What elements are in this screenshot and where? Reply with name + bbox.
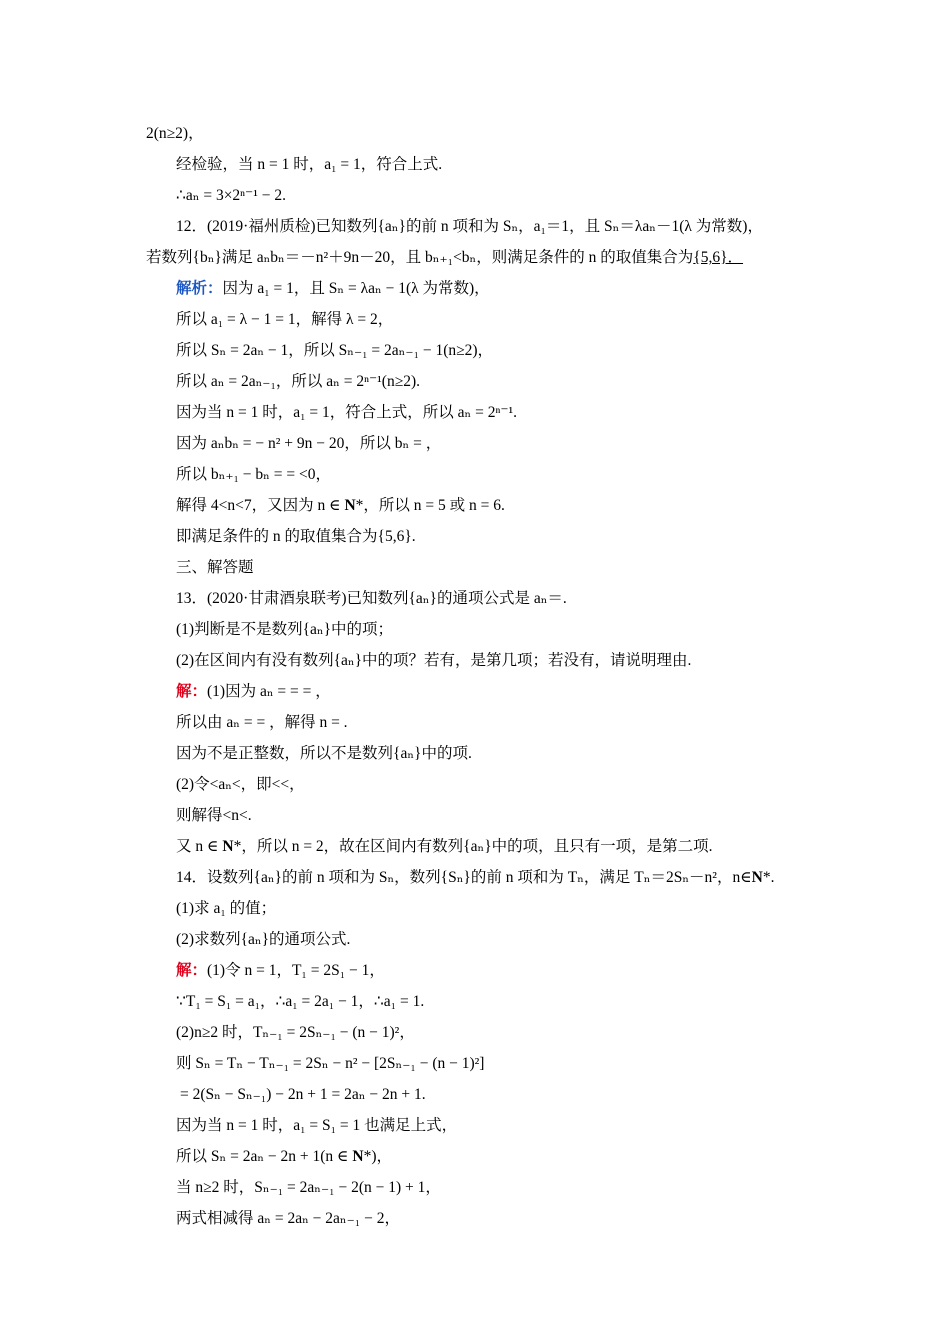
section-heading: 三、解答题 (176, 559, 254, 576)
solution-line: 解得 4<n<7，又因为 n ∈ N*，所以 n = 5 或 n = 6. (176, 497, 505, 514)
solution-line: 解：(1)因为 aₙ = = = ， (176, 683, 331, 700)
problem-14-line: 14．设数列{aₙ}的前 n 项和为 Sₙ，数列{Sₙ}的前 n 项和为 Tₙ，满足 Tₙ＝2Sₙ－n²，n∈N*. (176, 869, 775, 886)
problem-14-line: (1)求 a₁ 的值； (176, 900, 277, 917)
solution-line: 所以 bₙ₊₁ − bₙ = = <0， (176, 466, 331, 483)
solution-line: ∵T₁ = S₁ = a₁，∴a₁ = 2a₁ − 1，∴a₁ = 1. (176, 993, 425, 1010)
text-line: ∴aₙ = 3×2ⁿ⁻¹ − 2. (176, 187, 287, 204)
problem-13-line: (2)在区间内有没有数列{aₙ}中的项？若有，是第几项；若没有，请说明理由. (176, 652, 692, 669)
solution-line: = 2(Sₙ − Sₙ₋₁) − 2n + 1 = 2aₙ − 2n + 1. (180, 1086, 426, 1103)
solution-line: 解：(1)令 n = 1，T₁ = 2S₁ − 1， (176, 962, 385, 979)
jie-label: 解： (176, 683, 208, 700)
solution-line: (2)n≥2 时，Tₙ₋₁ = 2Sₙ₋₁ − (n − 1)²， (176, 1024, 415, 1041)
problem-13-line: (1)判断是不是数列{aₙ}中的项； (176, 621, 394, 638)
solution-line: 则 Sₙ = Tₙ − Tₙ₋₁ = 2Sₙ − n² − [2Sₙ₋₁ − (n − 1)²] (176, 1055, 485, 1072)
solution-line: 所以由 aₙ = = ，解得 n = . (176, 714, 348, 731)
solution-line: 因为当 n = 1 时，a₁ = S₁ = 1 也满足上式， (176, 1117, 458, 1134)
problem-13-line: 13．(2020·甘肃酒泉联考)已知数列{aₙ}的通项公式是 aₙ＝. (176, 590, 567, 607)
solution-line: 两式相减得 aₙ = 2aₙ − 2aₙ₋₁ − 2， (176, 1210, 400, 1227)
solution-line: 所以 a₁ = λ − 1 = 1，解得 λ = 2， (176, 311, 394, 328)
solution-line: 所以 Sₙ = 2aₙ − 1，所以 Sₙ₋₁ = 2aₙ₋₁ − 1(n≥2)， (176, 342, 494, 359)
solution-line: 因为当 n = 1 时，a₁ = 1，符合上式，所以 aₙ = 2ⁿ⁻¹. (176, 404, 518, 421)
solution-line: 因为不是正整数，所以不是数列{aₙ}中的项. (176, 745, 472, 762)
jiexi-label: 解析： (176, 280, 223, 297)
problem-12-line-1: 12．(2019·福州质检)已知数列{aₙ}的前 n 项和为 Sₙ，a₁＝1，且 Sₙ＝λaₙ－1(λ 为常数)， (176, 218, 763, 235)
problem-12-line-2: 若数列{bₙ}满足 aₙbₙ＝－n²＋9n－20，且 bₙ₊₁<bₙ，则满足条件的 n 的取值集合为{5,6}． (146, 249, 744, 266)
solution-line: 则解得<n<. (176, 807, 252, 824)
solution-line: 解析：因为 a₁ = 1，且 Sₙ = λaₙ − 1(λ 为常数)， (176, 280, 490, 297)
problem-14-line: (2)求数列{aₙ}的通项公式. (176, 931, 351, 948)
solution-line: (2)令<aₙ<，即<<， (176, 776, 305, 793)
text-line: 经检验，当 n = 1 时，a₁ = 1，符合上式. (176, 156, 443, 173)
solution-line: 因为 aₙbₙ = − n² + 9n − 20，所以 bₙ = ， (176, 435, 442, 452)
answer-blank: {5,6}． (693, 249, 744, 266)
jie-label: 解： (176, 962, 208, 979)
solution-line: 所以 Sₙ = 2aₙ − 2n + 1(n ∈ N*)， (176, 1148, 393, 1165)
solution-line: 又 n ∈ N*，所以 n = 2，故在区间内有数列{aₙ}中的项，且只有一项，是第二项. (176, 838, 713, 855)
solution-line: 所以 aₙ = 2aₙ₋₁，所以 aₙ = 2ⁿ⁻¹(n≥2). (176, 373, 420, 390)
text-line: 2(n≥2)， (146, 125, 204, 142)
solution-line: 即满足条件的 n 的取值集合为{5,6}. (176, 528, 416, 545)
solution-line: 当 n≥2 时，Sₙ₋₁ = 2aₙ₋₁ − 2(n − 1) + 1， (176, 1179, 441, 1196)
